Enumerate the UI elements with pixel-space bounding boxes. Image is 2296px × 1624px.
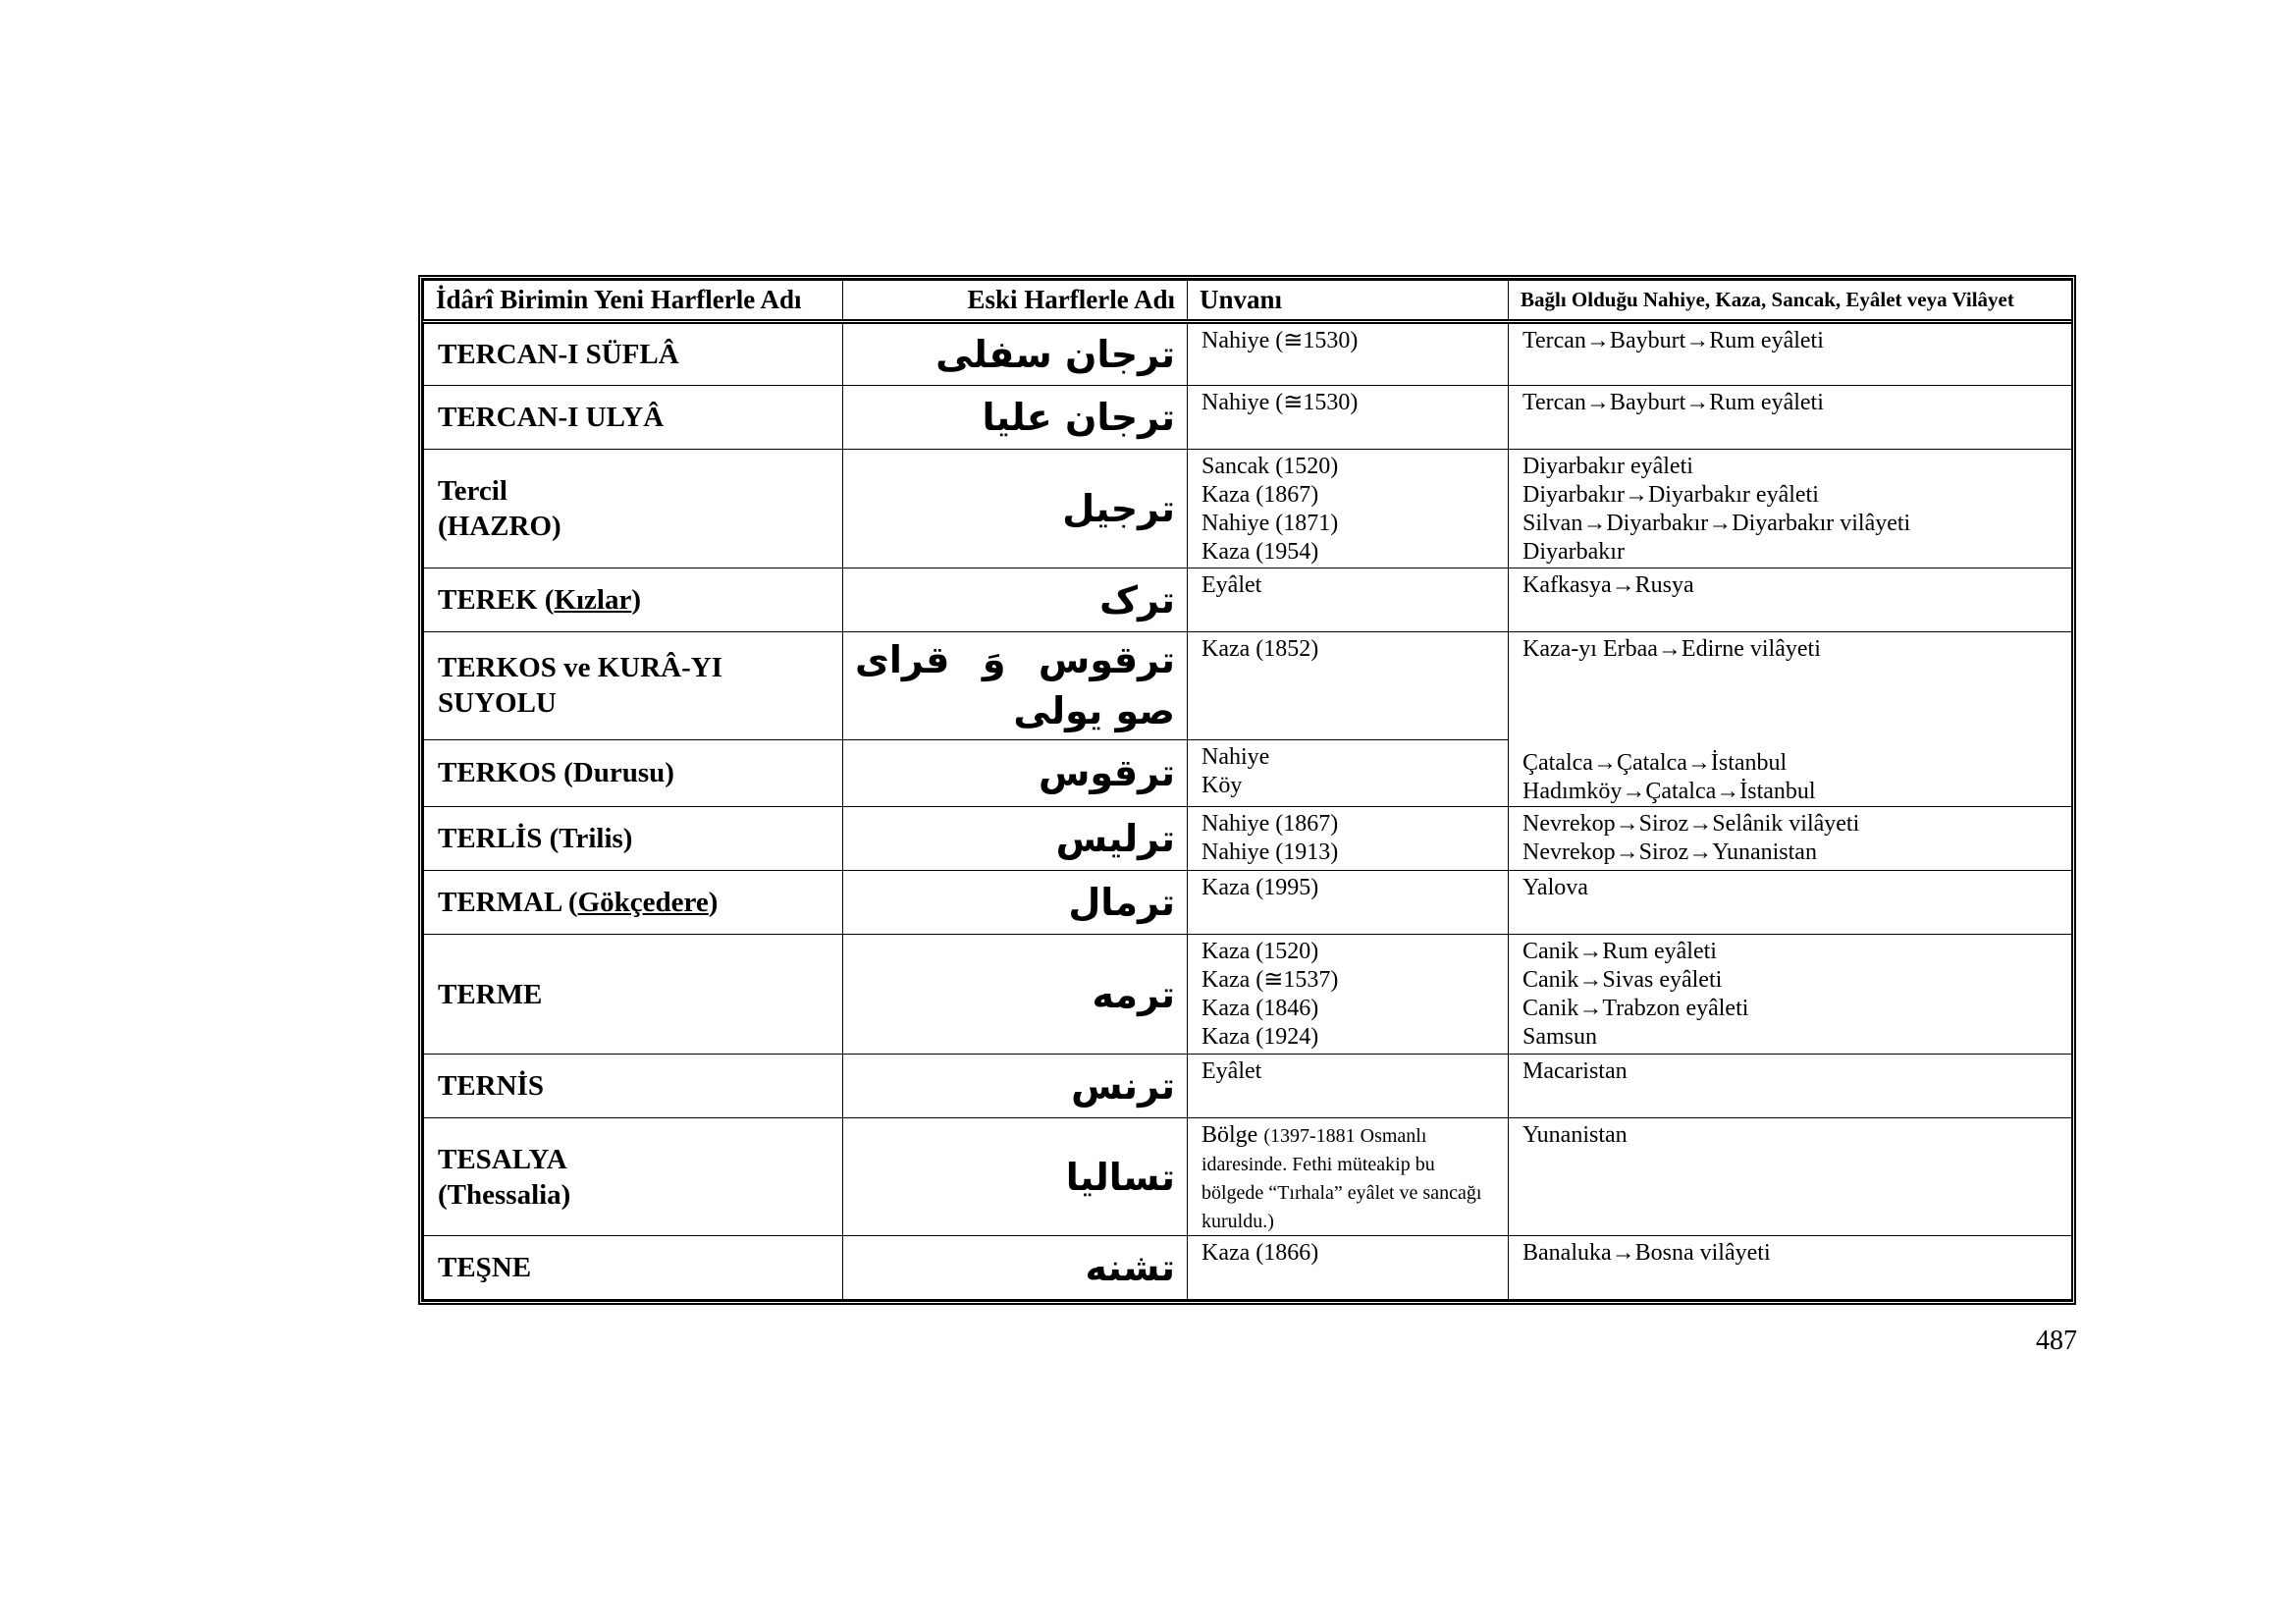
affiliation-cell: Kaza-yı Erbaa→Edirne vilâyeti Çatalca→Çatalca→İstanbul Hadımköy→Çatalca→İstanbul: [1509, 632, 2072, 807]
title-cell: Nahiye (≅1530): [1188, 386, 1509, 450]
new-name-cell: TERME: [424, 935, 843, 1055]
table-row: [424, 1118, 2072, 1236]
new-name-cell: TERCAN-I SÜFLÂ: [424, 322, 843, 386]
header-title: Unvanı: [1188, 281, 1509, 322]
title-cell: Kaza (1866): [1188, 1236, 1509, 1300]
page-number: 487: [2036, 1326, 2077, 1356]
table-row: [424, 632, 2072, 740]
new-name-cell: TERCAN-I ULYÂ: [424, 386, 843, 450]
old-name-cell: ترقوس وَ قرای صو يولی: [843, 632, 1188, 740]
title-cell: Nahiye (1867) Nahiye (1913): [1188, 807, 1509, 871]
affiliation-cell: Macaristan: [1509, 1055, 2072, 1118]
old-name-cell: ترقوس: [843, 739, 1188, 806]
table-row: [424, 935, 2072, 1055]
new-name-cell: TERNİS: [424, 1055, 843, 1118]
title-note: (1397-1881 Osmanlı idaresinde. Fethi müteakip bu bölgede “Tırhala” eyâlet ve sancağı kuruldu.): [1201, 1125, 1482, 1232]
title-cell: Kaza (1852): [1188, 632, 1509, 740]
new-name-cell: TERLİS (Trilis): [424, 807, 843, 871]
old-name-cell: ترجيل: [843, 450, 1188, 568]
old-name-cell: تساليا: [843, 1118, 1188, 1236]
affiliation-cell: Yalova: [1509, 871, 2072, 935]
table-row: [424, 322, 2072, 386]
old-name-cell: ترجان سفلی: [843, 322, 1188, 386]
title-cell: Nahiye (≅1530): [1188, 322, 1509, 386]
underlined-alt-name: Kızlar: [554, 584, 632, 616]
old-name-cell: ترليس: [843, 807, 1188, 871]
title-main: Bölge: [1201, 1122, 1258, 1148]
new-name-cell: TERKOS ve KURÂ-YI SUYOLU: [424, 632, 843, 740]
old-name-cell: تشنه: [843, 1236, 1188, 1300]
title-cell: Sancak (1520) Kaza (1867) Nahiye (1871) Kaza (1954): [1188, 450, 1509, 568]
new-name-cell: TERMAL (Gökçedere): [424, 871, 843, 935]
place-names-table: [423, 280, 2072, 1300]
table-header-row: [424, 281, 2072, 322]
new-name-cell: Tercil (HAZRO): [424, 450, 843, 568]
affiliation-cell: Canik→Rum eyâleti Canik→Sivas eyâleti Canik→Trabzon eyâleti Samsun: [1509, 935, 2072, 1055]
header-affiliation: Bağlı Olduğu Nahiye, Kaza, Sancak, Eyâlet veya Vilâyet: [1509, 281, 2072, 322]
place-names-table-frame: [418, 275, 2076, 1305]
title-cell: Nahiye Köy: [1188, 739, 1509, 806]
new-name-cell: TERKOS (Durusu): [424, 739, 843, 806]
old-name-cell: ترک: [843, 568, 1188, 632]
title-cell: Eyâlet: [1188, 568, 1509, 632]
old-name-cell: ترمه: [843, 935, 1188, 1055]
old-name-cell: ترمال: [843, 871, 1188, 935]
affiliation-cell: Tercan→Bayburt→Rum eyâleti: [1509, 322, 2072, 386]
affiliation-cell: Tercan→Bayburt→Rum eyâleti: [1509, 386, 2072, 450]
affiliation-cell: Diyarbakır eyâleti Diyarbakır→Diyarbakır eyâleti Silvan→Diyarbakır→Diyarbakır vilâyeti Diyarbakır: [1509, 450, 2072, 568]
affiliation-cell: Yunanistan: [1509, 1118, 2072, 1236]
title-cell: Kaza (1520) Kaza (≅1537) Kaza (1846) Kaza (1924): [1188, 935, 1509, 1055]
new-name-cell: TEREK (Kızlar): [424, 568, 843, 632]
table-row: [424, 1236, 2072, 1300]
title-cell: Kaza (1995): [1188, 871, 1509, 935]
affiliation-cell: Kafkasya→Rusya: [1509, 568, 2072, 632]
header-old-name: Eski Harflerle Adı: [843, 281, 1188, 322]
table-row: [424, 1055, 2072, 1118]
table-row: [424, 871, 2072, 935]
new-name-cell: TEŞNE: [424, 1236, 843, 1300]
title-cell: [1188, 1118, 1509, 1236]
title-cell: Eyâlet: [1188, 1055, 1509, 1118]
old-name-cell: ترنس: [843, 1055, 1188, 1118]
affiliation-cell: Banaluka→Bosna vilâyeti: [1509, 1236, 2072, 1300]
old-name-cell: ترجان عليا: [843, 386, 1188, 450]
header-new-name: İdârî Birimin Yeni Harflerle Adı: [424, 281, 843, 322]
new-name-cell: TESALYA (Thessalia): [424, 1118, 843, 1236]
table-row: [424, 568, 2072, 632]
affiliation-cell: Nevrekop→Siroz→Selânik vilâyeti Nevrekop→Siroz→Yunanistan: [1509, 807, 2072, 871]
table-row: [424, 450, 2072, 568]
table-row: [424, 386, 2072, 450]
underlined-alt-name: Gökçedere: [577, 887, 709, 918]
table-row: [424, 807, 2072, 871]
